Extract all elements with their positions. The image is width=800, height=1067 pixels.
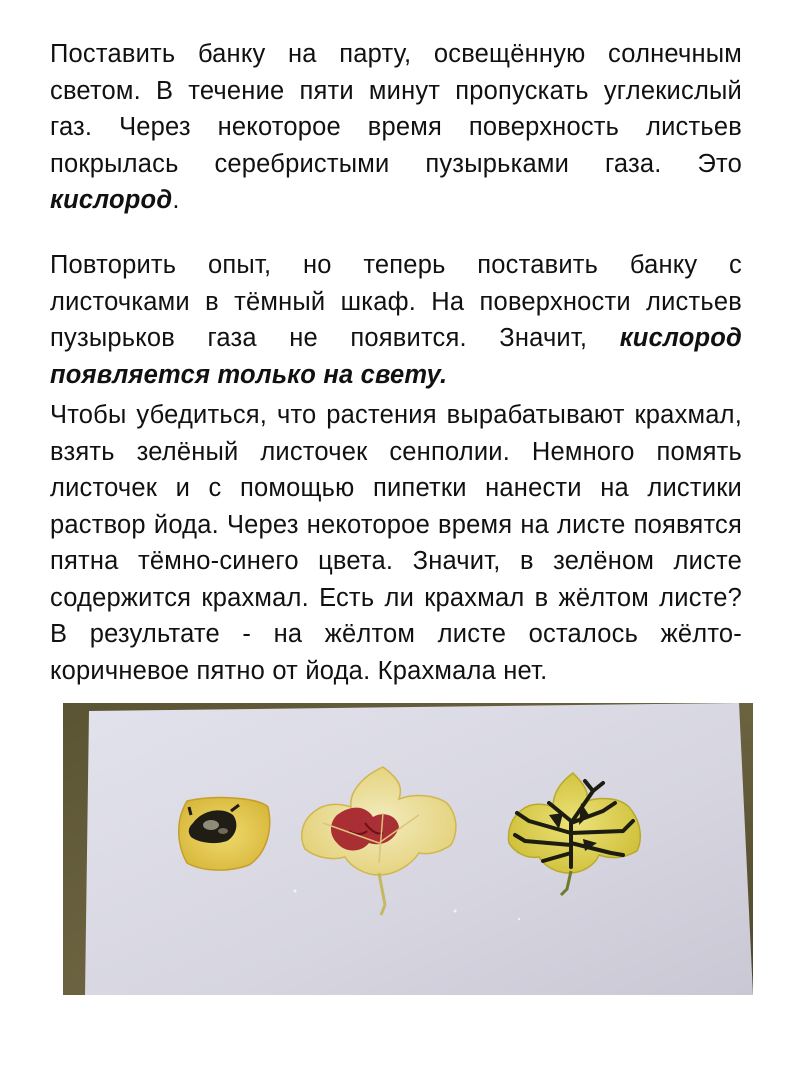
paragraph-starch-test xyxy=(50,397,742,706)
paragraph-dark-cabinet xyxy=(50,247,742,393)
paragraph-end: . xyxy=(172,186,180,214)
emphasis-oxygen: кислород xyxy=(50,186,173,214)
paragraph-text: Поставить банку на парту, освещённую солнечным светом. В течение пяти минут пропускать углекислый газ. Через некоторое время поверхность листьев покрылась серебристыми пузырьками газа. Это xyxy=(50,40,742,178)
paragraph-text: Повторить опыт, но теперь поставить банку с листочками в тёмный шкаф. На поверхности листьев пузырьков газа не появится. Значит, xyxy=(50,251,742,352)
paragraph-oxygen-in-light xyxy=(50,36,742,219)
leaf-small-piece xyxy=(179,798,270,870)
experiment-photo xyxy=(63,703,753,995)
paragraph-text: Чтобы убедиться, что растения вырабатывают крахмал, взять зелёный листочек сенполии. Немного помять листочек и с помощью пипетки нанести на листики раствор йода. Через некоторое время на листе появятся пятна тёмно-синего цвета. Значит, в зелёном листе содержится крахмал. Есть ли крахмал в жёлтом листе? В результате - на жёлтом листе осталось жёлто-коричневое пятно от йода. Крахмала нет. xyxy=(50,401,742,685)
leaves-on-paper-image xyxy=(63,703,753,995)
emphasis-conclusion: кислород появляется только на свету. xyxy=(50,324,742,389)
